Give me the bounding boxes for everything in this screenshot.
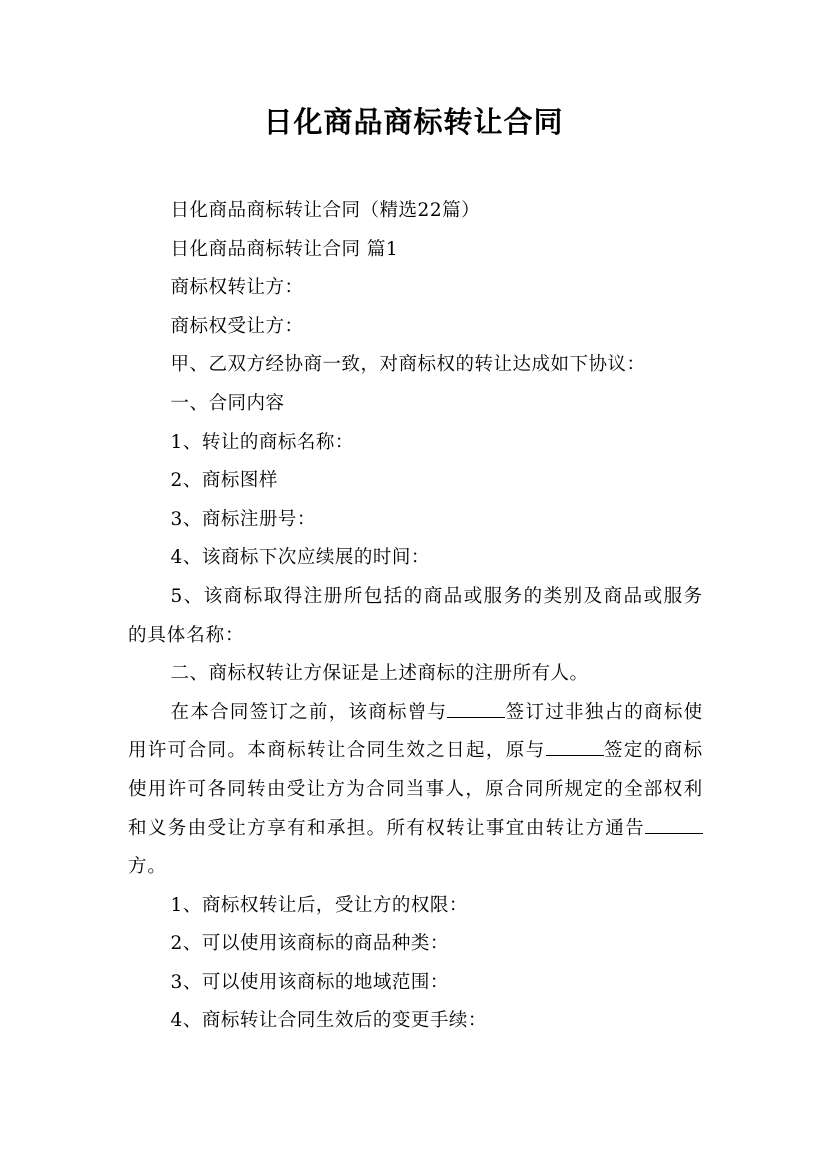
paragraph-item-1: 1、转让的商标名称：	[170, 431, 354, 453]
license-text-3: 签定的商标使用许可各同转由受让方为合同当事人，原合同所规定的全部权利和义务由受让方享有和承担。所有权转让事宜由转让方通告	[128, 740, 703, 839]
blank-line-1	[447, 699, 505, 718]
paragraph-after-3: 3、可以使用该商标的地域范围：	[170, 971, 449, 993]
license-text-4: 方。	[128, 856, 167, 878]
paragraph-item-5: 5、该商标取得注册所包括的商品或服务的类别及商品或服务的具体名称：	[128, 585, 703, 646]
paragraph-transferor: 商标权转让方：	[170, 277, 304, 299]
document-title: 日化商品商标转让合同	[263, 105, 564, 139]
paragraph-section-heading: 日化商品商标转让合同 篇1	[170, 238, 399, 260]
paragraph-contract-content: 一、合同内容	[170, 392, 285, 414]
blank-line-3	[645, 815, 703, 834]
paragraph-after-2: 2、可以使用该商标的商品种类：	[170, 933, 449, 955]
paragraph-after-1: 1、商标权转让后，受让方的权限：	[170, 894, 468, 916]
blank-line-2	[546, 737, 604, 756]
paragraph-item-3: 3、商标注册号：	[170, 508, 316, 530]
paragraph-section-two: 二、商标权转让方保证是上述商标的注册所有人。	[170, 663, 589, 685]
document-body	[128, 192, 703, 1041]
paragraph-item-2: 2、商标图样	[170, 470, 278, 492]
paragraph-item-4: 4、该商标下次应续展的时间：	[170, 547, 430, 569]
paragraph-subtitle: 日化商品商标转让合同（精选22篇）	[170, 200, 481, 221]
license-text-1: 在本合同签订之前，该商标曾与	[170, 701, 448, 723]
paragraph-agreement-intro: 甲、乙双方经协商一致，对商标权的转让达成如下协议：	[170, 354, 646, 376]
paragraph-license	[128, 694, 703, 887]
paragraph-transferee: 商标权受让方：	[170, 315, 304, 337]
paragraph-after-4: 4、商标转让合同生效后的变更手续：	[170, 1010, 487, 1032]
license-text-2: 签订过非独占的商标使用许可合同。本商标转让合同生效之日起，原与	[128, 701, 703, 762]
